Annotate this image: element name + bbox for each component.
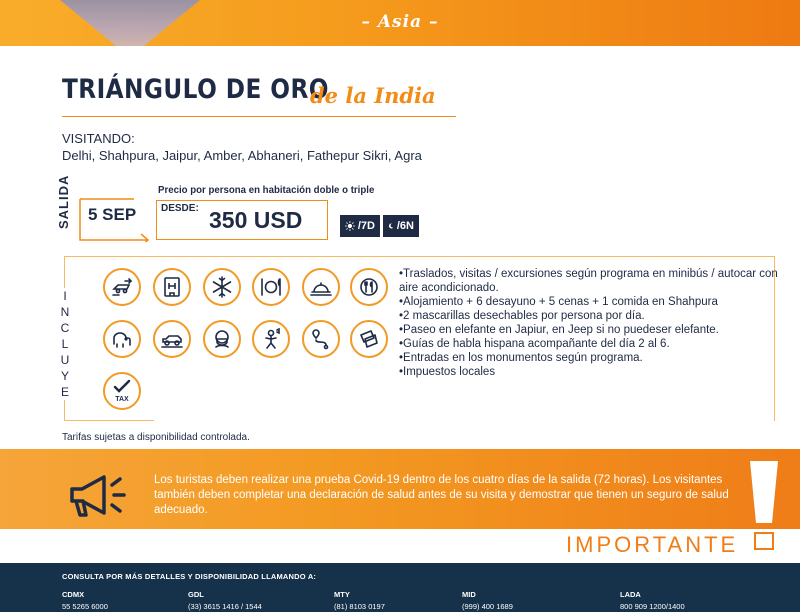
important-label: IMPORTANTE <box>566 532 739 557</box>
contact-city: LADA <box>620 590 641 599</box>
contact-lada <box>620 589 685 612</box>
price-from-label: DESDE: <box>161 203 199 214</box>
tour-title-main: TRIÁNGULO DE ORO <box>62 74 329 105</box>
includes-item: •Impuestos locales <box>399 366 496 378</box>
mask-icon <box>203 320 241 358</box>
lunch-icon <box>350 268 388 306</box>
contact-city: MID <box>462 590 476 599</box>
contact-mty <box>334 589 385 612</box>
moon-icon <box>388 220 394 232</box>
includes-letter: U <box>60 353 70 367</box>
contact-city: MTY <box>334 590 350 599</box>
contact-phone[interactable]: (33) 3615 1416 / 1544 <box>188 602 262 611</box>
tax-icon <box>103 372 141 410</box>
air-conditioning-icon <box>203 268 241 306</box>
includes-letter: I <box>63 289 67 303</box>
tour-title-sub: de la India <box>310 83 436 108</box>
duration-nights: /6N <box>396 220 414 232</box>
dinner-icon <box>302 268 340 306</box>
visit-cities: Delhi, Shahpura, Jaipur, Amber, Abhaneri, Fathepur Sikri, Agra <box>62 148 422 163</box>
contact-phone[interactable]: 800 909 1200/1400 <box>620 602 685 611</box>
departure-date-box <box>78 197 152 242</box>
includes-item: •Paseo en elefante en Japiur, en Jeep si no puedeser elefante. <box>399 324 719 336</box>
route-icon <box>302 320 340 358</box>
contact-cdmx <box>62 589 108 612</box>
includes-item: •Alojamiento + 6 desayuno + 5 cenas + 1 comida en Shahpura <box>399 296 718 308</box>
hotel-icon <box>153 268 191 306</box>
title-underline <box>62 116 456 117</box>
contact-phone[interactable]: (81) 8103 0197 <box>334 602 385 611</box>
price-caption: Precio por persona en habitación doble o triple <box>158 184 375 196</box>
contact-city: CDMX <box>62 590 85 599</box>
sun-icon <box>345 219 355 233</box>
contact-mid <box>462 589 513 612</box>
elephant-icon <box>103 320 141 358</box>
jeep-icon <box>153 320 191 358</box>
top-banner <box>0 0 800 46</box>
includes-letter: Y <box>60 369 69 383</box>
contact-phone[interactable]: 55 5265 6000 <box>62 602 108 611</box>
includes-vertical-label <box>58 288 72 400</box>
includes-item: •2 mascarillas desechables por persona por día. <box>399 310 645 322</box>
banner-photo <box>60 0 200 46</box>
includes-letter: N <box>60 305 70 319</box>
exclamation-icon <box>744 457 784 557</box>
price-box <box>156 200 328 240</box>
visit-label: VISITANDO: <box>62 131 135 146</box>
price-value: 350 USD <box>209 207 303 233</box>
important-text: Los turistas deben realizar una prueba Covid-19 dentro de los cuatro días de la salida (72 horas). Los visitantes también deben completar una declaración de salud antes de su visita y demostrar que tienen un seguro de salud adecuado. <box>154 474 729 516</box>
contact-phone[interactable]: (999) 400 1689 <box>462 602 513 611</box>
region-title: – Asia – <box>361 12 439 32</box>
includes-letter: E <box>60 385 69 399</box>
includes-item: •Traslados, visitas / excursiones según programa en minibús / autocar con aire acondicionado. <box>399 268 778 294</box>
includes-letter: C <box>60 321 70 335</box>
includes-letter: L <box>61 337 69 351</box>
tickets-icon <box>350 320 388 358</box>
contact-city: GDL <box>188 590 204 599</box>
breakfast-icon <box>252 268 290 306</box>
duration-days-badge <box>340 215 380 237</box>
tax-label: TAX <box>115 396 129 403</box>
duration-days: /7D <box>357 220 375 232</box>
transfer-icon <box>103 268 141 306</box>
departure-label: SALIDA <box>56 174 71 229</box>
megaphone-icon <box>58 469 138 523</box>
includes-item: •Guías de habla hispana acompañante del día 2 al 6. <box>399 338 670 350</box>
footer-title: CONSULTA POR MÁS DETALLES Y DISPONIBILIDAD LLAMANDO A: <box>62 572 317 581</box>
contact-gdl <box>188 589 262 612</box>
guide-icon <box>252 320 290 358</box>
departure-date: 5 SEP <box>88 205 137 224</box>
includes-list <box>399 267 789 379</box>
includes-item: •Entradas en los monumentos según programa. <box>399 352 643 364</box>
tour-title <box>62 74 436 108</box>
duration-nights-badge <box>383 215 419 237</box>
rates-note: Tarifas sujetas a disponibilidad controlada. <box>62 432 250 443</box>
footer <box>0 563 800 612</box>
